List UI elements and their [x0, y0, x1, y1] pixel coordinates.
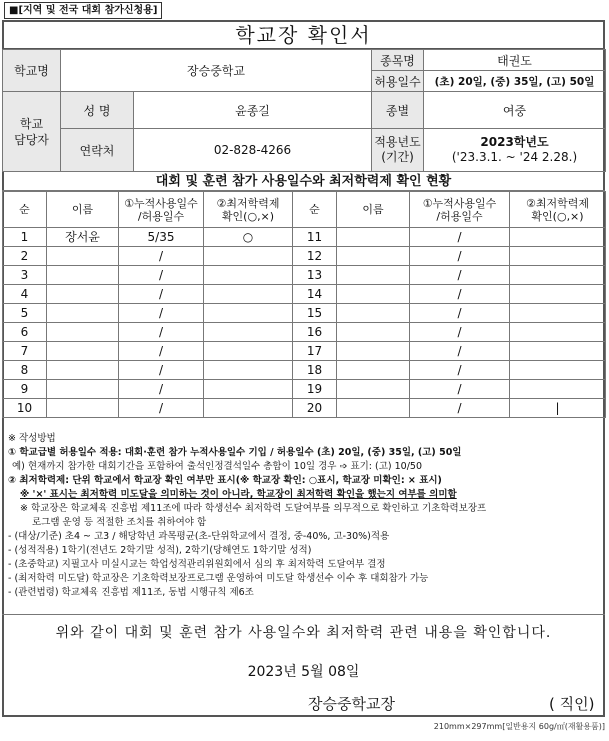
header-days-left: ①누적사용일수 /허용일수	[119, 192, 204, 228]
table-row	[3, 304, 606, 323]
row-check: |	[510, 399, 606, 418]
allow-days-label: 허용일수	[372, 71, 424, 92]
row-no: 20	[293, 399, 337, 418]
row-check	[204, 304, 293, 323]
row-no: 16	[293, 323, 337, 342]
note-detail-target: - (대상/기준) 초4 ~ 고3 / 해당학년 과목평균(초-단위학교에서 결정, 중-40%, 고-30%)적용	[8, 531, 390, 542]
row-check	[204, 399, 293, 418]
row-no: 13	[293, 266, 337, 285]
event-value: 태권도	[424, 50, 606, 71]
row-check: ○	[204, 228, 293, 247]
note-principal-duty: ※ 학교장은 학교체육 진흥법 제11조에 따라 학생선수 최저학력 도달여부를 의무적으로 확인하고 기초학력보장프	[20, 503, 487, 514]
row-check	[204, 285, 293, 304]
row-no: 14	[293, 285, 337, 304]
row-no: 3	[3, 266, 47, 285]
row-check	[510, 361, 606, 380]
row-no: 18	[293, 361, 337, 380]
row-name	[47, 399, 119, 418]
row-check	[510, 266, 606, 285]
year-value: 2023학년도	[480, 135, 549, 149]
row-days: /	[410, 342, 510, 361]
row-days: /	[410, 361, 510, 380]
info-table	[2, 49, 606, 172]
note-allow-days-example: 예) 현재까지 참가한 대회기간을 포함하여 출석인정결석일수 총합이 10일 경우 ➩ 표기: (고) 10/50	[12, 461, 423, 472]
principal-name: 장승중학교장	[308, 695, 395, 713]
row-days: /	[410, 285, 510, 304]
row-days: /	[119, 342, 204, 361]
form-type-label: ■[지역 및 전국 대회 참가신청용]	[4, 2, 162, 19]
header-no-left: 순	[3, 192, 47, 228]
row-name	[47, 380, 119, 399]
row-check	[510, 285, 606, 304]
row-no: 11	[293, 228, 337, 247]
row-name	[47, 342, 119, 361]
row-name	[337, 361, 410, 380]
row-days: 5/35	[119, 228, 204, 247]
row-days: /	[119, 247, 204, 266]
row-no: 6	[3, 323, 47, 342]
row-name	[337, 285, 410, 304]
row-name	[337, 247, 410, 266]
row-no: 17	[293, 342, 337, 361]
row-name	[337, 399, 410, 418]
school-value: 장승중학교	[61, 50, 372, 92]
table-row	[3, 399, 606, 418]
row-days: /	[410, 304, 510, 323]
note-allow-days: ① 학교급별 허용일수 적용: 대회·훈련 참가 누적사용일수 기입 / 허용일수 (초) 20일, (중) 35일, (고) 50일	[8, 447, 462, 458]
table-row	[3, 323, 606, 342]
row-days: /	[119, 399, 204, 418]
section-divider	[2, 614, 605, 615]
note-detail-law: - (관련법령) 학교체육 진흥법 제11조, 동법 시행규칙 제6조	[8, 587, 254, 598]
table-row	[3, 247, 606, 266]
name-label: 성 명	[61, 92, 134, 129]
table-row	[3, 342, 606, 361]
row-days: /	[119, 323, 204, 342]
row-days: /	[119, 380, 204, 399]
row-name	[337, 380, 410, 399]
row-check	[204, 380, 293, 399]
row-name	[337, 304, 410, 323]
row-no: 9	[3, 380, 47, 399]
confirm-date: 2023년 5월 08일	[247, 664, 360, 680]
row-days: /	[119, 266, 204, 285]
note-detail-unmet: - (최저학력 미도달) 학교장은 기초학력보장프로그램 운영하여 미도달 학생선수 이수 후 대회참가 가능	[8, 573, 429, 584]
row-no: 12	[293, 247, 337, 266]
row-check	[510, 228, 606, 247]
row-days: /	[410, 323, 510, 342]
row-no: 1	[3, 228, 47, 247]
row-check	[204, 361, 293, 380]
row-name	[47, 247, 119, 266]
row-name	[337, 323, 410, 342]
row-no: 19	[293, 380, 337, 399]
table-row	[3, 285, 606, 304]
header-check-right: ②최저학력제 확인(○,×)	[510, 192, 606, 228]
row-days: /	[410, 228, 510, 247]
row-check	[510, 323, 606, 342]
note-x-meaning: ※ '×' 표시는 최저학력 미도달을 의미하는 것이 아니라, 학교장이 최저학력 확인을 했는지 여부를 의미함	[20, 489, 457, 500]
row-days: /	[410, 399, 510, 418]
row-no: 7	[3, 342, 47, 361]
row-days: /	[410, 266, 510, 285]
table-row	[3, 361, 606, 380]
table-row	[3, 380, 606, 399]
row-days: /	[119, 361, 204, 380]
subject-label: 종별	[372, 92, 424, 129]
row-days: /	[410, 380, 510, 399]
row-no: 4	[3, 285, 47, 304]
row-days: /	[119, 285, 204, 304]
row-check	[204, 247, 293, 266]
row-name	[47, 266, 119, 285]
header-days-right: ①누적사용일수 /허용일수	[410, 192, 510, 228]
year-cell	[424, 129, 606, 172]
header-name-right: 이름	[337, 192, 410, 228]
name-value: 윤종길	[134, 92, 372, 129]
note-detail-schools: - (초중학교) 지필고사 미실시교는 학업성적관리위원회에서 심의 후 최저학력 도달여부 결정	[8, 559, 386, 570]
header-name-left: 이름	[47, 192, 119, 228]
row-check	[510, 380, 606, 399]
row-no: 5	[3, 304, 47, 323]
row-name	[47, 285, 119, 304]
contact-value: 02-828-4266	[134, 129, 372, 172]
row-no: 10	[3, 399, 47, 418]
row-name	[47, 304, 119, 323]
seal-mark: ( 직인)	[549, 695, 595, 713]
writing-notes	[8, 432, 602, 600]
status-table	[2, 191, 606, 418]
notes-heading: ※ 작성방법	[8, 433, 56, 444]
contact-label: 연락처	[61, 129, 134, 172]
header-check-left: ②최저학력제 확인(○,×)	[204, 192, 293, 228]
status-caption: 대회 및 훈련 참가 사용일수와 최저학력제 확인 현황	[2, 172, 605, 191]
row-no: 2	[3, 247, 47, 266]
confirm-statement: 위와 같이 대회 및 훈련 참가 사용일수와 최저학력 관련 내용을 확인합니다.	[55, 625, 552, 641]
subject-value: 여중	[424, 92, 606, 129]
manager-label: 학교 담당자	[3, 92, 61, 172]
document-title: 학교장 확인서	[2, 22, 605, 49]
status-rows	[3, 228, 606, 418]
row-name	[337, 266, 410, 285]
row-name: 장서윤	[47, 228, 119, 247]
row-check	[204, 342, 293, 361]
paper-spec-footer: 210mm×297mm[일반용지 60g/㎡(재활용품)]	[433, 722, 605, 731]
school-label: 학교명	[3, 50, 61, 92]
row-name	[47, 361, 119, 380]
row-no: 15	[293, 304, 337, 323]
header-no-right: 순	[293, 192, 337, 228]
row-check	[204, 266, 293, 285]
note-principal-duty-cont: 로그램 운영 등 적절한 조치를 취하여야 함	[32, 517, 207, 528]
row-days: /	[410, 247, 510, 266]
event-label: 종목명	[372, 50, 424, 71]
row-check	[510, 304, 606, 323]
year-label: 적용년도 (기간)	[372, 129, 424, 172]
table-row	[3, 266, 606, 285]
row-name	[47, 323, 119, 342]
note-detail-grades: - (성적적용) 1학기(전년도 2학기말 성적), 2학기(당해연도 1학기말 성적)	[8, 545, 312, 556]
row-name	[337, 228, 410, 247]
row-no: 8	[3, 361, 47, 380]
row-name	[337, 342, 410, 361]
note-min-academic: ② 최저학력제: 단위 학교에서 학교장 확인 여부만 표시(※ 학교장 확인: ○표시, 학교장 미확인: × 표시)	[8, 475, 442, 486]
allow-days-value: (초) 20일, (중) 35일, (고) 50일	[424, 71, 606, 92]
year-period: ('23.3.1. ~ '24 2.28.)	[451, 150, 578, 164]
table-row	[3, 228, 606, 247]
row-check	[204, 323, 293, 342]
row-check	[510, 342, 606, 361]
row-days: /	[119, 304, 204, 323]
row-check	[510, 247, 606, 266]
